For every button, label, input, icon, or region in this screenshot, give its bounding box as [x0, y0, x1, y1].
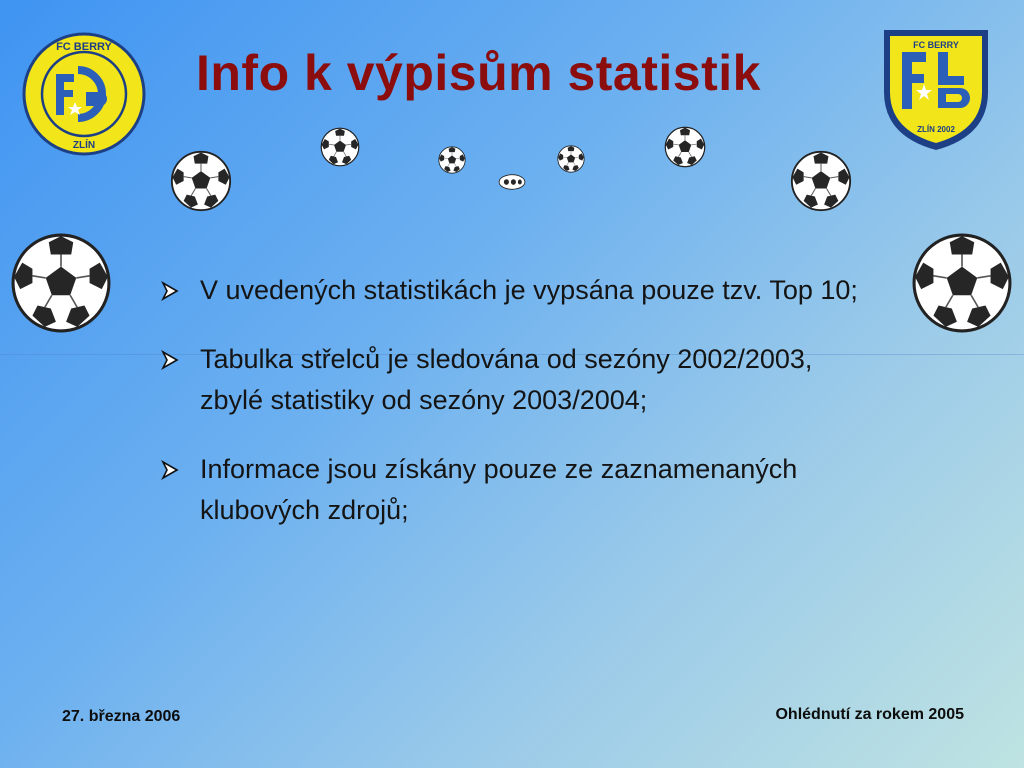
soccer-ball-icon: [910, 232, 1014, 334]
club-crest-shield-icon: [880, 26, 992, 154]
soccer-ball-icon: [8, 232, 114, 334]
soccer-ball-icon: [790, 150, 852, 212]
arrow-bullet-icon: [160, 339, 200, 380]
right-crest-top-text: FC BERRY: [913, 40, 959, 50]
soccer-ball-icon: [438, 146, 466, 174]
soccer-ball-icon: [664, 126, 706, 168]
right-crest-bottom-text: ZLÍN 2002: [917, 125, 955, 134]
soccer-ball-icon: [170, 150, 232, 212]
footer-date: 27. března 2006: [62, 708, 181, 725]
club-logo-left: [20, 30, 148, 158]
soccer-ball-icon: [320, 127, 360, 167]
slide-title: Info k výpisům statistik: [196, 45, 761, 101]
arrow-bullet-icon: [160, 449, 200, 490]
soccer-ball-icon: [498, 173, 526, 191]
bullet-item: [160, 339, 880, 421]
bullet-list: [160, 270, 880, 559]
bullet-text: Tabulka střelců je sledována od sezóny 2002/2003, zbylé statistiky od sezóny 2003/2004;: [200, 344, 813, 415]
club-crest-round-icon: [20, 30, 148, 158]
arrow-bullet-icon: [160, 270, 200, 311]
bullet-text: V uvedených statistikách je vypsána pouze tzv. Top 10;: [200, 275, 858, 305]
bullet-item: [160, 270, 880, 311]
left-crest-bottom-text: ZLÍN: [72, 140, 96, 151]
club-logo-right: [880, 26, 992, 154]
bullet-item: [160, 449, 880, 531]
footer-presentation-title: Ohlédnutí za rokem 2005: [775, 706, 964, 723]
bullet-text: Informace jsou získány pouze ze zaznamenaných klubových zdrojů;: [200, 454, 798, 525]
left-crest-top-text: FC BERRY: [56, 41, 112, 53]
soccer-ball-icon: [557, 145, 585, 173]
